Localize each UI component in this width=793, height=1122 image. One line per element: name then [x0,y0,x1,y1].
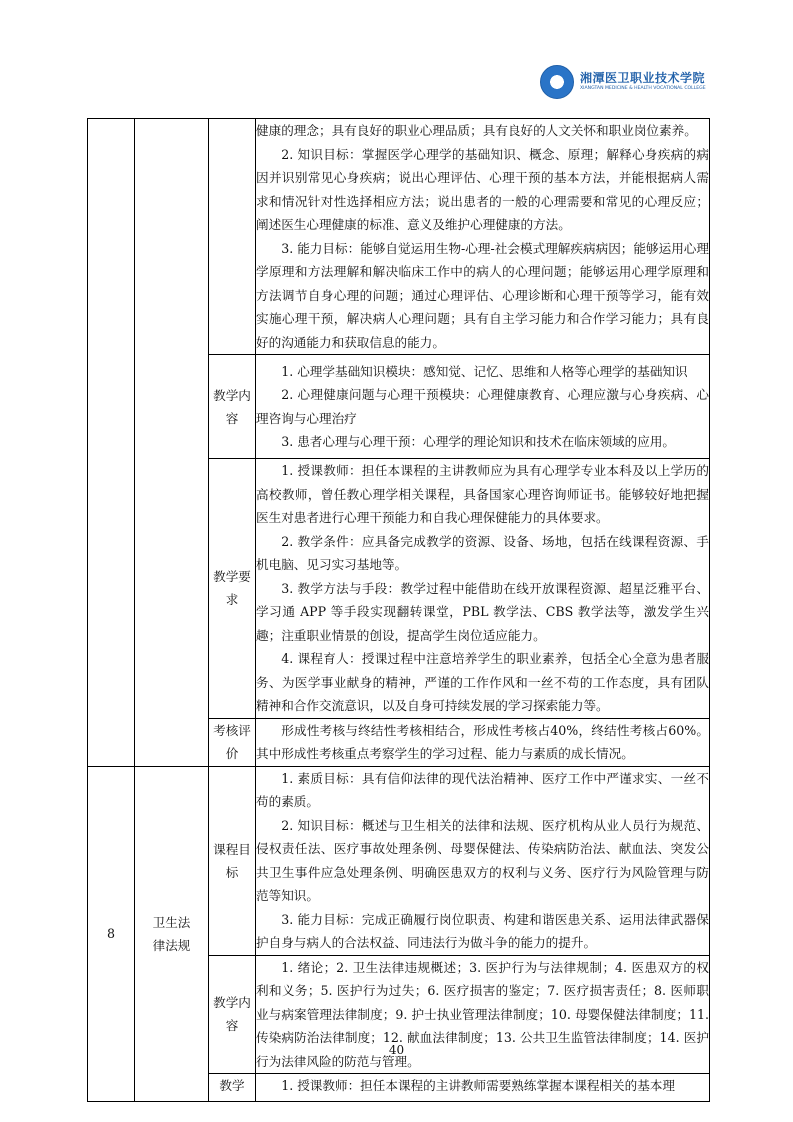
paragraph: 2. 教学条件：应具备完成教学的资源、设备、场地，包括在线课程资源、手机电脑、见习实习基地等。 [256,533,709,572]
college-logo [540,62,712,102]
row-label: 考核评价 [209,718,256,766]
table-row [88,119,710,355]
paragraph: 3. 患者心理与心理干预：心理学的理论知识和技术在临床领域的应用。 [281,434,676,449]
course-name-cell [135,119,209,767]
college-name-en: XIANGTAN MEDICINE & HEALTH VOCATIONAL COLLEGE [580,86,706,92]
course-name: 卫生法律法规 [152,914,191,953]
course-objectives-cell [256,766,710,955]
page-number: 40 [388,1043,405,1057]
course-objectives-cell [256,119,710,355]
paragraph: 2. 心理健康问题与心理干预模块：心理健康教育、心理应激与心身疾病、心理咨询与心理治疗 [256,387,709,426]
college-seal-icon [540,65,574,99]
paragraph: 3. 教学方法与手段：教学过程中能借助在线开放课程资源、超星泛雅平台、学习通 APP 等手段实现翻转课堂，PBL 教学法、CBS 教学法等，激发学生兴趣；注重职业情景的创设，提高学生岗位适应能力。 [256,580,709,643]
row-label: 教学内容 [209,355,256,459]
row-label: 教学内容 [209,955,256,1074]
paragraph: 1. 心理学基础知识模块：感知觉、记忆、思维和人格等心理学的基础知识 [281,363,688,379]
curriculum-table [87,118,710,1102]
paragraph: 1. 绪论；2. 卫生法律违规概述；3. 医护行为与法律规制；4. 医患双方的权利和义务；5. 医护行为过失；6. 医疗损害的鉴定；7. 医疗损害责任；8. 医师职业与病案管理法律制度；9. 护士执业管理法律制度；10. 母婴保健法律制度；11. 传染病防治法律制度；12. 献血法律制度；13. 公共卫生监管法律制度；14. 医护行为法律风险的防范与管理。 [256,959,709,1069]
course-number-cell: 8 [88,766,135,1102]
teaching-requirements-cell [256,459,710,719]
row-label: 课程目标 [209,766,256,955]
assessment-cell [256,718,710,766]
paragraph: 3. 能力目标：能够自觉运用生物-心理-社会模式理解疾病病因；能够运用心理学原理和方法理解和解决临床工作中的病人的心理问题；能够运用心理学原理和方法调节自身心理的问题；通过心理评估、心理诊断和心理干预等学习，能有效实施心理干预，解决病人心理问题；具有自主学习能力和合作学习能力；具有良好的沟通能力和获取信息的能力。 [256,240,709,350]
paragraph: 2. 知识目标：概述与卫生相关的法律和法规、医疗机构从业人员行为规范、侵权责任法、医疗事故处理条例、母婴保健法、传染病防治法、献血法、突发公共卫生事件应急处理条例、明确医患双方的权利与义务、医疗行为风险管理与防范等知识。 [256,817,709,903]
college-name: 湘潭医卫职业技术学院 [580,71,706,86]
paragraph: 1. 授课教师：担任本课程的主讲教师需要熟练掌握本课程相关的基本理 [281,1078,676,1093]
row-label: 教学要求 [209,459,256,719]
paragraph: 3. 能力目标：完成正确履行岗位职责、构建和谐医患关系、运用法律武器保护自身与病人的合法权益、同违法行为做斗争的能力的提升。 [256,911,709,950]
teaching-requirements-cell [256,1074,710,1102]
paragraph: 1. 素质目标：具有信仰法律的现代法治精神、医疗工作中严谨求实、一丝不苟的素质。 [256,770,709,809]
paragraph: 健康的理念；具有良好的职业心理品质；具有良好的人文关怀和职业岗位素养。 [256,123,697,138]
paragraph: 1. 授课教师：担任本课程的主讲教师应为具有心理学专业本科及以上学历的高校教师，曾任教心理学相关课程，具备国家心理咨询师证书。能够较好地把握医生对患者进行心理干预能力和自我心理保健能力的具体要求。 [256,463,709,525]
paragraph: 2. 知识目标：掌握医学心理学的基础知识、概念、原理；解释心身疾病的病因并识别常见心身疾病；说出心理评估、心理干预的基本方法，并能根据病人需求和情况针对性选择相应方法；说出患者的一般的心理需要和常见的心理反应；阐述医生心理健康的标准、意义及维护心理健康的方法。 [256,146,709,232]
table-row [88,766,710,955]
paragraph: 形成性考核与终结性考核相结合，形成性考核占40%，终结性考核占60%。其中形成性考核重点考察学生的学习过程、能力与素质的成长情况。 [256,722,709,761]
row-label [209,119,256,355]
teaching-content-cell [256,355,710,459]
course-number-cell [88,119,135,767]
row-label: 教学 [209,1074,256,1102]
paragraph: 4. 课程育人：授课过程中注意培养学生的职业素养，包括全心全意为患者服务、为医学事业献身的精神，严谨的工作作风和一丝不苟的工作态度，具有团队精神和合作交流意识，以及自身可持续发展的学习探索能力等。 [256,651,709,713]
